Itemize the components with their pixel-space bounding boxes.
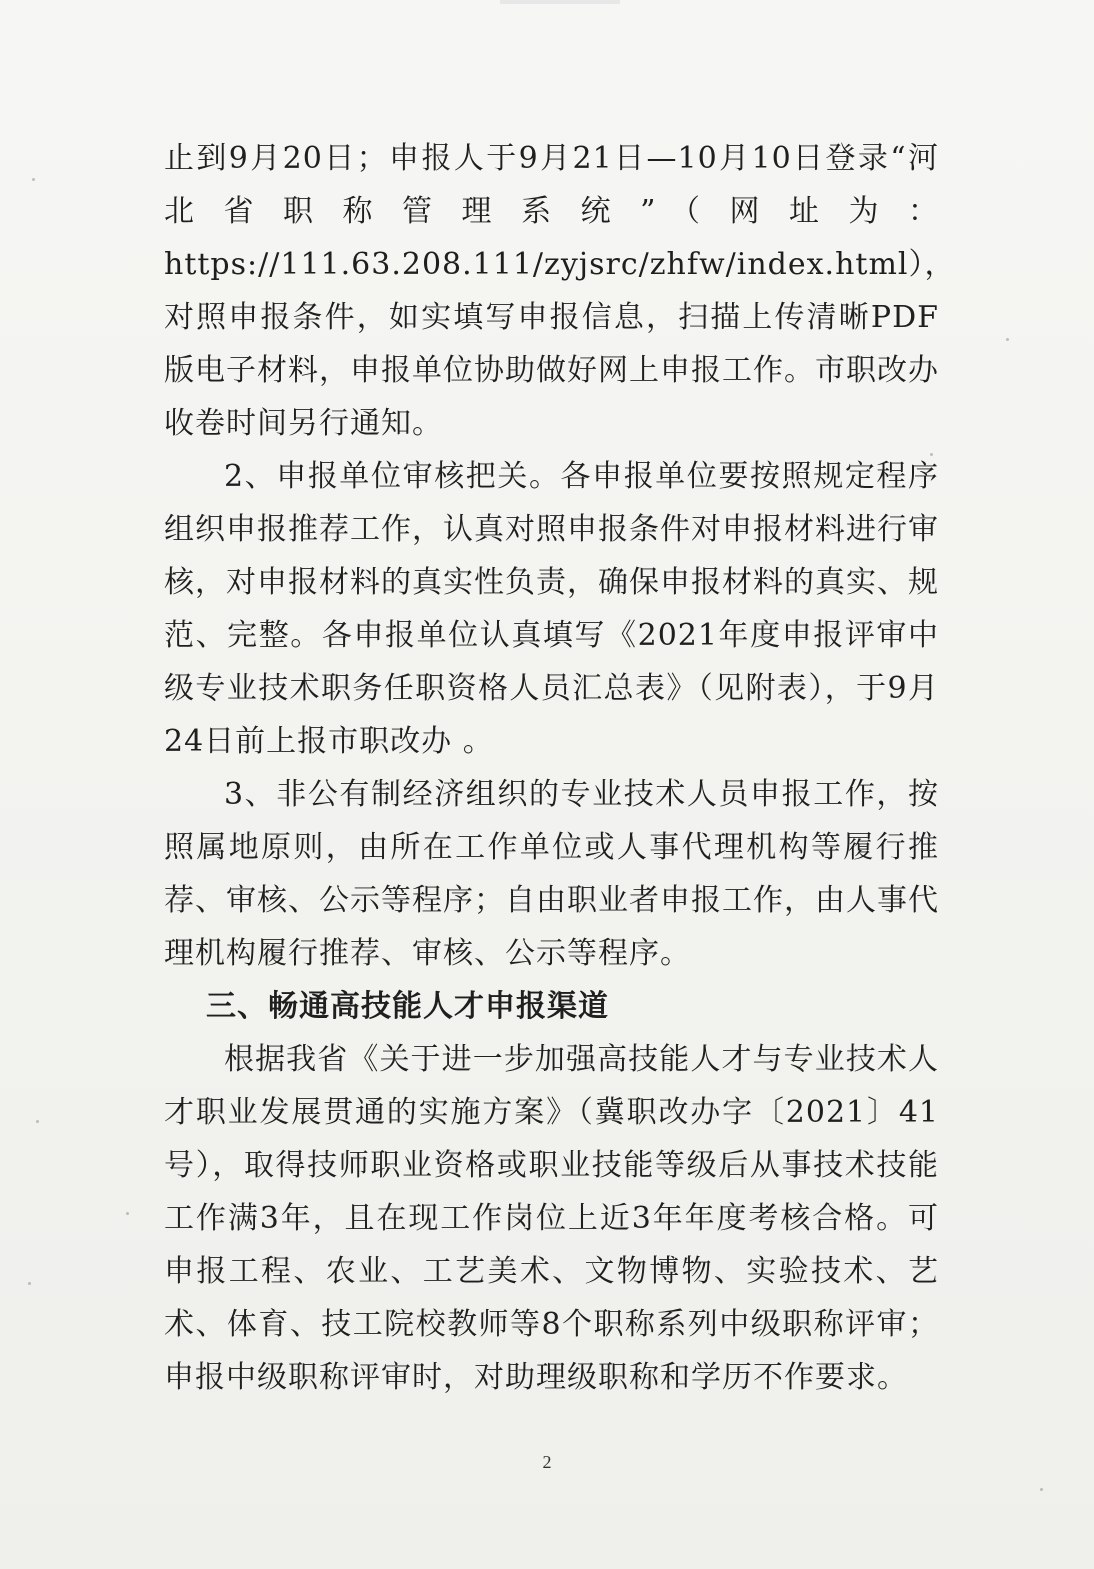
section-heading-3: 三、畅通高技能人才申报渠道: [206, 989, 609, 1024]
scan-speck: [28, 1282, 31, 1285]
paragraph-section-3-body: 根据我省《关于进一步加强高技能人才与专业技术人才职业发展贯通的实施方案》（冀职改办字〔2021〕41号），取得技师职业资格或职业技能等级后从事技术技能工作满3年，且在现工作岗位上近3年年度考核合格。可申报工程、农业、工艺美术、文物博物、实验技术、艺术、体育、技工院校教师等8个职称系列中级职称评审；申报中级职称评审时，对助理级职称和学历不作要求。: [164, 1042, 939, 1395]
paragraph-continuation: 止到9月20日；申报人于9月21日—10月10日登录“河北省职称管理系统”（网址为：https://111.63.208.111/zyjsrc/zhfw/index.html），对照申报条件，如实填写申报信息，扫描上传清晰PDF版电子材料，申报单位协助做好网上申报工作。市职改办收卷时间另行通知。: [164, 141, 956, 441]
scan-speck: [32, 178, 35, 181]
scan-speck: [36, 1120, 39, 1123]
scan-edge-mark: [500, 0, 620, 4]
scan-speck: [1006, 338, 1009, 341]
scan-speck: [1040, 1488, 1043, 1491]
scan-speck: [126, 1212, 129, 1215]
page-number: 2: [542, 1452, 552, 1472]
document-body: [164, 132, 956, 1404]
paragraph-item-2: 2、申报单位审核把关。各申报单位要按照规定程序组织申报推荐工作，认真对照申报条件对申报材料进行审核，对申报材料的真实性负责，确保申报材料的真实、规范、完整。各申报单位认真填写《2021年度申报评审中级专业技术职务任职资格人员汇总表》（见附表），于9月24日前上报市职改办 。: [164, 459, 939, 759]
paragraph-item-3: 3、非公有制经济组织的专业技术人员申报工作，按照属地原则，由所在工作单位或人事代理机构等履行推荐、审核、公示等程序；自由职业者申报工作，由人事代理机构履行推荐、审核、公示等程序。: [164, 777, 939, 971]
